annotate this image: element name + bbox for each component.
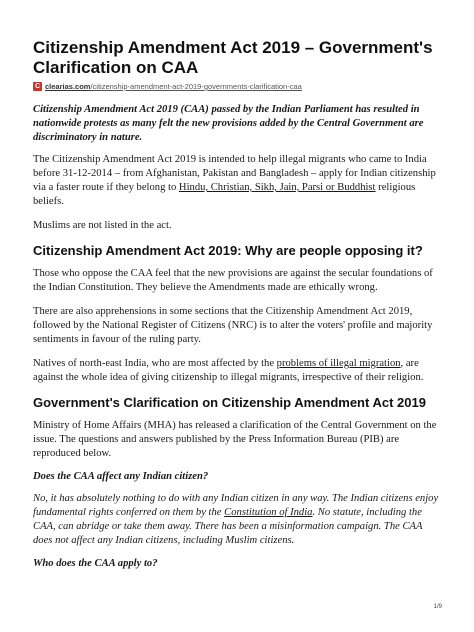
answer-1-before: No, it has absolutely nothing to do with any Indian citizen in any way. The Indian citizens enjoy fundamental rights conferred on them by the (33, 493, 439, 518)
constitution-link[interactable]: Constitution of India (224, 507, 313, 518)
intro-paragraph (33, 153, 443, 209)
clarification-paragraph: Ministry of Home Affairs (MHA) has released a clarification of the Central Government on the issue. The questions and answers published by the Press Information Bureau (PIB) are reproduced below. (33, 420, 437, 459)
question-2: Who does the CAA apply to? (33, 558, 158, 569)
source-link[interactable] (45, 82, 302, 91)
p3-text-after: , are against the whole idea of giving citizenship to illegal migrants, irrespective of their religion. (33, 358, 424, 383)
site-favicon-icon: C (34, 83, 41, 90)
answer-1 (33, 492, 443, 548)
section-heading-clarification: Government's Clarification on Citizenship Amendment Act 2019 (33, 395, 426, 410)
intro-text-after: religious beliefs. (33, 182, 416, 207)
source-line (33, 82, 443, 91)
answer-1-after: . No statute, including the CAA, can abridge or take them away. There has been a misinformation campaign. The CAA does not affect any Indian citizens, including Muslim citizens. (33, 507, 423, 546)
source-path: /citizenship-amendment-act-2019-governments-clarification-caa (90, 82, 302, 91)
document-page (33, 38, 443, 571)
p3-text-before: Natives of north-east India, who are most affected by the (33, 358, 277, 369)
opposition-paragraph-2: There are also apprehensions in some sections that the Citizenship Amendment Act 2019, followed by the National Register of Citizens (NRC) is to alter the voters' profile and majority sentiments in favour of the ruling party. (33, 306, 433, 345)
muslims-note: Muslims are not listed in the act. (33, 220, 172, 231)
religions-link[interactable]: Hindu, Christian, Sikh, Jain, Parsi or Buddhist (178, 182, 376, 193)
illegal-migration-link[interactable]: problems of illegal migration (276, 358, 401, 369)
question-1: Does the CAA affect any Indian citizen? (33, 471, 209, 482)
lead-paragraph: Citizenship Amendment Act 2019 (CAA) passed by the Indian Parliament has resulted in nationwide protests as many felt the new provisions added by the Central Government are discriminatory in nature. (33, 104, 424, 143)
source-domain: clearias.com (45, 82, 91, 91)
opposition-paragraph-1: Those who oppose the CAA feel that the new provisions are against the secular foundations of the Indian Constitution. They believe the Amendments made are ethically wrong. (33, 268, 433, 293)
page-title: Citizenship Amendment Act 2019 – Government's Clarification on CAA (33, 38, 433, 77)
intro-text-before: The Citizenship Amendment Act 2019 is intended to help illegal migrants who came to India before 31-12-2014 – from Afghanistan, Pakistan and Bangladesh – apply for Indian citizenship via a faster route if they belong to (33, 154, 436, 193)
page-number: 1/9 (433, 604, 442, 610)
opposition-paragraph-3 (33, 357, 443, 385)
section-heading-opposition: Citizenship Amendment Act 2019: Why are people opposing it? (33, 243, 423, 258)
